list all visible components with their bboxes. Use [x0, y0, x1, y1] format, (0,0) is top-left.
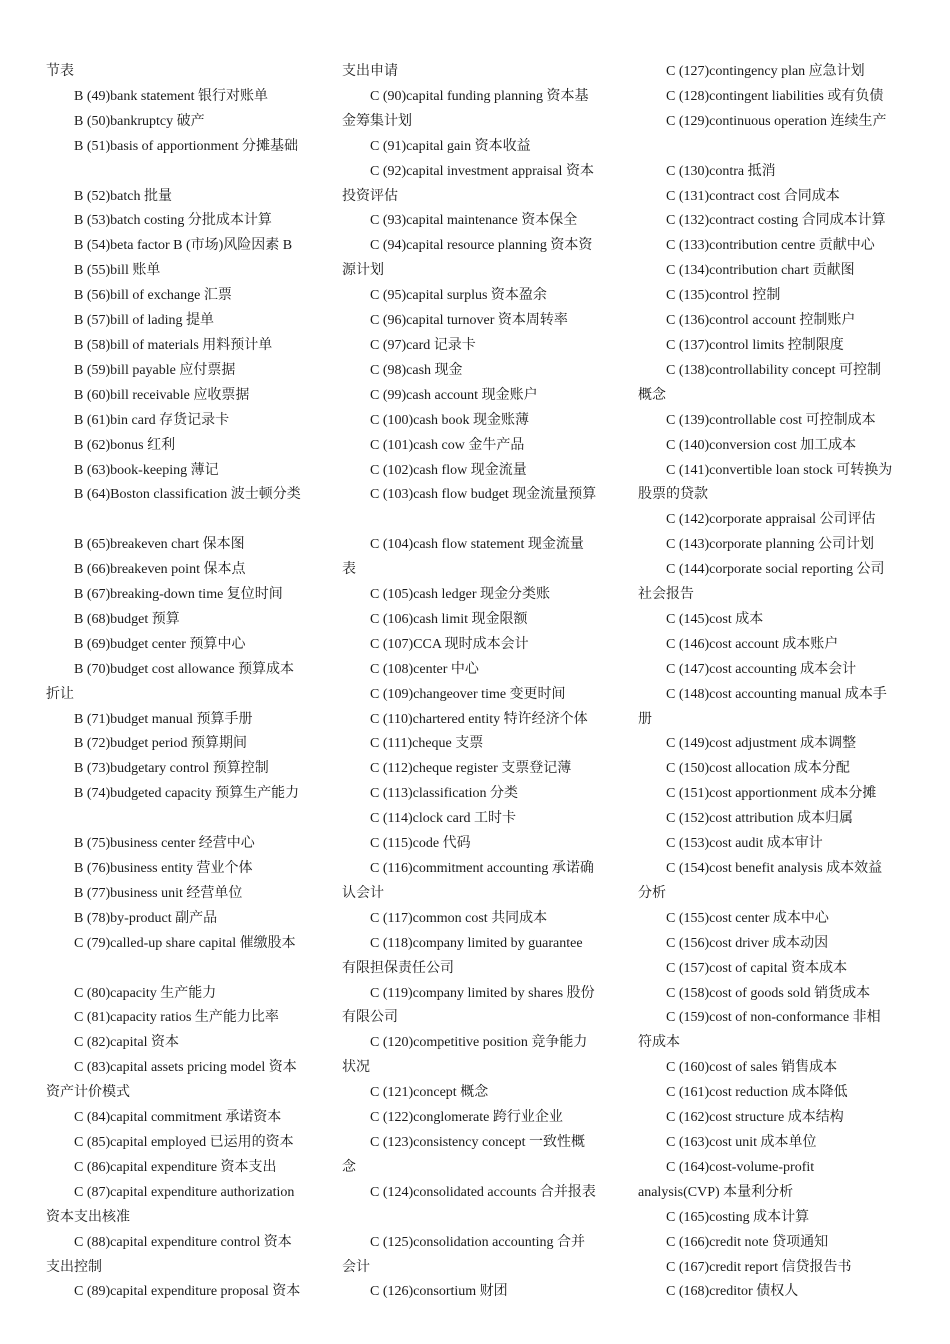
glossary-entry: C (151)cost apportionment 成本分摊 — [666, 786, 877, 802]
glossary-entry: C (152)cost attribution 成本归属 — [666, 811, 854, 827]
glossary-entry: B (70)budget cost allowance 预算成本 — [74, 661, 295, 677]
glossary-entry: C (154)cost benefit analysis 成本效益 — [666, 861, 883, 876]
glossary-entry: C (168)creditor 债权人 — [666, 1284, 799, 1300]
glossary-entry: C (148)cost accounting manual 成本手 — [666, 686, 887, 702]
glossary-entry: C (138)controllability concept 可控制 — [666, 362, 882, 378]
glossary-entry: C (103)cash flow budget 现金流量预算 — [370, 487, 597, 503]
glossary-entry: C (82)capital 资本 — [74, 1035, 179, 1051]
glossary-column-2 — [342, 60, 604, 1305]
glossary-entry: C (166)credit note 贷项通知 — [666, 1234, 829, 1250]
glossary-entry: C (108)center 中心 — [370, 661, 479, 677]
glossary-entry-continuation: 资产计价模式 — [46, 1085, 130, 1101]
glossary-entry: C (83)capital assets pricing model 资本 — [74, 1060, 297, 1076]
glossary-entry-continuation: 支出控制 — [46, 1259, 102, 1275]
glossary-entry: C (144)corporate social reporting 公司 — [666, 562, 885, 578]
glossary-entry: B (60)bill receivable 应收票据 — [74, 387, 250, 403]
glossary-entry-continuation: 有限公司 — [342, 1010, 398, 1026]
glossary-entry-continuation: 册 — [638, 711, 652, 727]
glossary-entry: C (98)cash 现金 — [370, 362, 463, 378]
glossary-entry: C (79)called-up share capital 催缴股本 — [74, 935, 296, 951]
glossary-entry: B (62)bonus 红利 — [74, 437, 176, 453]
glossary-entry: B (51)basis of apportionment 分摊基础 — [74, 138, 298, 154]
glossary-column-1 — [46, 60, 308, 1305]
glossary-entry: C (89)capital expenditure proposal 资本 — [74, 1284, 301, 1300]
glossary-entry-continuation: 金筹集计划 — [342, 113, 412, 129]
glossary-entry: B (77)business unit 经营单位 — [74, 885, 243, 901]
glossary-entry-continuation: 念 — [342, 1159, 356, 1175]
glossary-entry: B (68)budget 预算 — [74, 611, 180, 627]
glossary-entry-continuation: 社会报告 — [638, 587, 694, 603]
glossary-entry: C (159)cost of non-conformance 非相 — [666, 1010, 881, 1026]
glossary-entry: C (119)company limited by shares 股份 — [370, 985, 595, 1001]
glossary-entry: C (96)capital turnover 资本周转率 — [370, 313, 568, 329]
glossary-entry: C (165)costing 成本计算 — [666, 1209, 810, 1225]
glossary-entry: B (54)beta factor B (市场)风险因素 B — [74, 238, 293, 254]
blank-line — [46, 160, 308, 185]
glossary-entry: C (128)contingent liabilities 或有负债 — [666, 88, 884, 104]
glossary-entry: B (66)breakeven point 保本点 — [74, 562, 246, 578]
glossary-entry-continuation: 认会计 — [342, 885, 384, 901]
glossary-entry: B (64)Boston classification 波士顿分类 — [74, 487, 301, 503]
glossary-entry: B (73)budgetary control 预算控制 — [74, 761, 269, 777]
glossary-entry: C (139)controllable cost 可控制成本 — [666, 412, 876, 428]
glossary-entry: C (156)cost driver 成本动因 — [666, 935, 829, 951]
blank-line — [342, 1206, 604, 1231]
glossary-entry: C (111)cheque 支票 — [370, 736, 484, 752]
glossary-entry: C (118)company limited by guarantee — [370, 935, 583, 951]
glossary-entry: C (93)capital maintenance 资本保全 — [370, 213, 578, 229]
glossary-entry-continuation: analysis(CVP) 本量利分析 — [638, 1184, 794, 1200]
glossary-entry: C (120)competitive position 竞争能力 — [370, 1035, 588, 1051]
glossary-entry: B (67)breaking-down time 复位时间 — [74, 587, 283, 603]
glossary-entry-continuation: 投资评估 — [342, 188, 398, 204]
glossary-entry: C (163)cost unit 成本单位 — [666, 1134, 817, 1150]
glossary-entry: C (106)cash limit 现金限额 — [370, 611, 528, 627]
glossary-entry: C (127)contingency plan 应急计划 — [666, 64, 865, 79]
glossary-entry: C (121)concept 概念 — [370, 1085, 489, 1101]
glossary-entry: C (113)classification 分类 — [370, 786, 519, 802]
glossary-entry: B (65)breakeven chart 保本图 — [74, 537, 245, 553]
glossary-entry: C (145)cost 成本 — [666, 611, 764, 627]
glossary-entry: C (140)conversion cost 加工成本 — [666, 437, 857, 453]
blank-line — [46, 508, 308, 533]
glossary-entry: C (130)contra 抵消 — [666, 163, 776, 179]
glossary-entry: C (155)cost center 成本中心 — [666, 910, 829, 926]
glossary-entry: B (53)batch costing 分批成本计算 — [74, 213, 272, 229]
glossary-entry: C (85)capital employed 已运用的资本 — [74, 1134, 294, 1150]
glossary-entry: C (136)control account 控制账户 — [666, 313, 856, 329]
glossary-entry-continuation: 有限担保责任公司 — [342, 960, 454, 976]
glossary-entry-continuation: 会计 — [342, 1259, 370, 1275]
glossary-entry: B (56)bill of exchange 汇票 — [74, 288, 232, 304]
glossary-entry: C (167)credit report 信贷报告书 — [666, 1259, 852, 1275]
glossary-entry: C (158)cost of goods sold 销货成本 — [666, 985, 871, 1001]
glossary-entry-continuation: 分析 — [638, 885, 666, 901]
glossary-entry: C (99)cash account 现金账户 — [370, 387, 538, 403]
glossary-column-3 — [638, 60, 902, 1305]
glossary-entry: C (161)cost reduction 成本降低 — [666, 1085, 848, 1101]
glossary-entry: C (126)consortium 财团 — [370, 1284, 508, 1300]
glossary-entry: C (131)contract cost 合同成本 — [666, 188, 840, 204]
glossary-entry: B (74)budgeted capacity 预算生产能力 — [74, 786, 300, 802]
glossary-entry-continuation: 支出申请 — [342, 64, 398, 79]
glossary-entry: C (90)capital funding planning 资本基 — [370, 88, 589, 104]
glossary-entry: C (95)capital surplus 资本盈余 — [370, 288, 547, 304]
glossary-entry-continuation: 节表 — [46, 64, 74, 79]
glossary-entry: C (164)cost-volume-profit — [666, 1159, 815, 1175]
glossary-entry: C (114)clock card 工时卡 — [370, 811, 517, 827]
glossary-entry: B (58)bill of materials 用料预计单 — [74, 337, 273, 353]
glossary-entry: C (149)cost adjustment 成本调整 — [666, 736, 857, 752]
glossary-entry: C (104)cash flow statement 现金流量 — [370, 537, 584, 553]
glossary-entry-continuation: 符成本 — [638, 1035, 680, 1051]
glossary-entry: C (91)capital gain 资本收益 — [370, 138, 531, 154]
glossary-entry: C (142)corporate appraisal 公司评估 — [666, 512, 876, 528]
glossary-entry: B (71)budget manual 预算手册 — [74, 711, 253, 727]
glossary-entry: B (61)bin card 存货记录卡 — [74, 412, 230, 428]
glossary-entry: C (137)control limits 控制限度 — [666, 337, 844, 353]
glossary-entry: C (109)changeover time 变更时间 — [370, 686, 566, 702]
glossary-entry: B (76)business entity 营业个体 — [74, 861, 253, 876]
glossary-entry: C (134)contribution chart 贡献图 — [666, 263, 855, 279]
glossary-entry: C (97)card 记录卡 — [370, 337, 476, 353]
glossary-entry: C (160)cost of sales 销售成本 — [666, 1060, 838, 1076]
glossary-entry: B (63)book-keeping 薄记 — [74, 462, 219, 478]
glossary-entry-continuation: 股票的贷款 — [638, 487, 708, 503]
glossary-entry-continuation: 状况 — [342, 1060, 370, 1076]
glossary-entry: C (141)convertible loan stock 可转换为 — [666, 462, 893, 478]
glossary-entry: B (57)bill of lading 提单 — [74, 313, 214, 329]
glossary-entry: C (88)capital expenditure control 资本 — [74, 1234, 292, 1250]
glossary-entry: C (100)cash book 现金账薄 — [370, 412, 530, 428]
glossary-entry: C (162)cost structure 成本结构 — [666, 1110, 844, 1126]
glossary-entry: C (81)capacity ratios 生产能力比率 — [74, 1010, 279, 1026]
glossary-entry: C (80)capacity 生产能力 — [74, 985, 217, 1001]
glossary-entry: C (147)cost accounting 成本会计 — [666, 661, 857, 677]
blank-line — [342, 508, 604, 533]
glossary-entry: C (107)CCA 现时成本会计 — [370, 636, 529, 652]
glossary-entry: B (78)by-product 副产品 — [74, 910, 218, 926]
glossary-entry: C (133)contribution centre 贡献中心 — [666, 238, 875, 254]
glossary-entry: C (112)cheque register 支票登记薄 — [370, 761, 572, 777]
glossary-entry: C (116)commitment accounting 承诺确 — [370, 861, 594, 876]
glossary-entry: B (75)business center 经营中心 — [74, 836, 255, 852]
glossary-entry: C (129)continuous operation 连续生产 — [666, 113, 887, 129]
glossary-entry: C (124)consolidated accounts 合并报表 — [370, 1184, 596, 1200]
glossary-entry: C (122)conglomerate 跨行业企业 — [370, 1110, 563, 1126]
glossary-entry: C (150)cost allocation 成本分配 — [666, 761, 850, 777]
glossary-entry: C (86)capital expenditure 资本支出 — [74, 1159, 277, 1175]
glossary-entry: B (69)budget center 预算中心 — [74, 636, 246, 652]
glossary-entry: B (55)bill 账单 — [74, 263, 161, 279]
glossary-entry: C (105)cash ledger 现金分类账 — [370, 587, 551, 603]
glossary-entry: C (143)corporate planning 公司计划 — [666, 537, 875, 553]
glossary-entry-continuation: 概念 — [638, 387, 666, 403]
glossary-entry: C (123)consistency concept 一致性概 — [370, 1134, 586, 1150]
glossary-entry: C (146)cost account 成本账户 — [666, 636, 839, 652]
glossary-entry-continuation: 折让 — [46, 686, 74, 702]
glossary-entry-continuation: 源计划 — [342, 263, 384, 279]
glossary-entry: C (153)cost audit 成本审计 — [666, 836, 823, 852]
glossary-entry: C (102)cash flow 现金流量 — [370, 462, 527, 478]
glossary-entry-continuation: 表 — [342, 562, 356, 578]
blank-line — [46, 957, 308, 982]
glossary-entry: C (110)chartered entity 特许经济个体 — [370, 711, 588, 727]
glossary-entry: B (59)bill payable 应付票据 — [74, 362, 236, 378]
glossary-entry: C (94)capital resource planning 资本资 — [370, 238, 593, 254]
glossary-entry: C (157)cost of capital 资本成本 — [666, 960, 848, 976]
glossary-entry: B (50)bankruptcy 破产 — [74, 113, 205, 129]
blank-line — [638, 135, 902, 160]
glossary-entry: C (125)consolidation accounting 合并 — [370, 1234, 586, 1250]
glossary-entry: C (92)capital investment appraisal 资本 — [370, 163, 594, 179]
glossary-entry: C (135)control 控制 — [666, 288, 781, 304]
glossary-entry: C (115)code 代码 — [370, 836, 471, 852]
glossary-entry: B (49)bank statement 银行对账单 — [74, 88, 269, 104]
glossary-entry: B (72)budget period 预算期间 — [74, 736, 248, 752]
glossary-entry: C (132)contract costing 合同成本计算 — [666, 213, 886, 229]
glossary-entry: C (101)cash cow 金牛产品 — [370, 437, 525, 453]
glossary-entry-continuation: 资本支出核准 — [46, 1209, 130, 1225]
blank-line — [46, 807, 308, 832]
glossary-entry: B (52)batch 批量 — [74, 188, 172, 204]
glossary-entry: C (84)capital commitment 承诺资本 — [74, 1110, 282, 1126]
glossary-entry: C (87)capital expenditure authorization — [74, 1184, 295, 1200]
glossary-entry: C (117)common cost 共同成本 — [370, 910, 548, 926]
